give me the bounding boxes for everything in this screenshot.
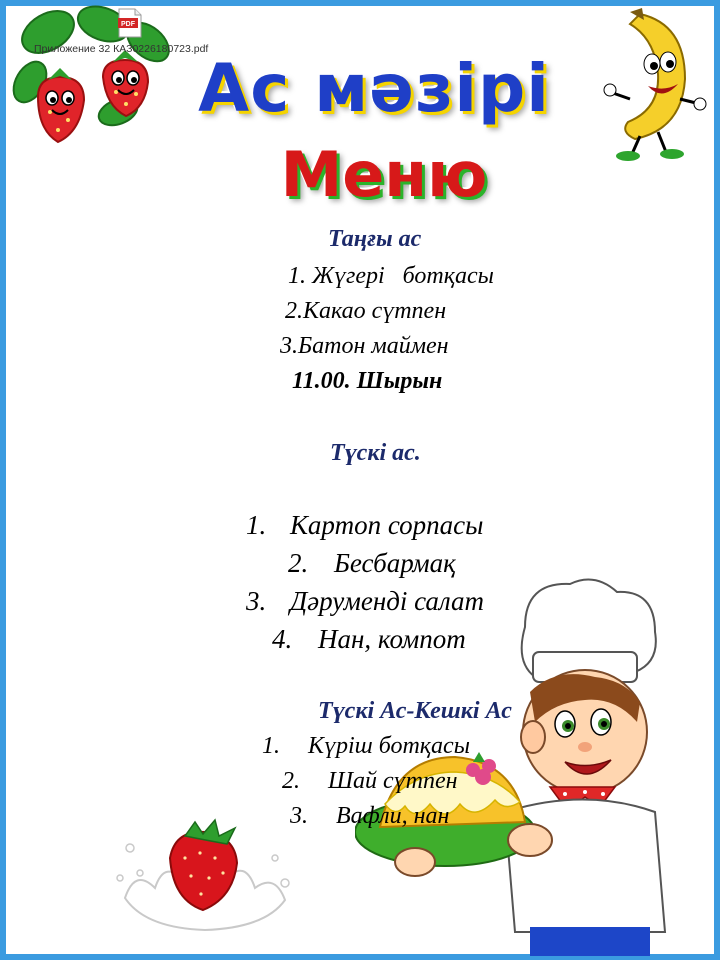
- svg-text:PDF: PDF: [121, 21, 135, 28]
- title-kazakh: Ас мәзірі: [198, 50, 550, 127]
- lunch-item: 4. Нан, компот: [272, 624, 466, 654]
- afternoon-item: 1. Күріш ботқасы: [262, 733, 470, 759]
- lunch-heading: Түскі ас.: [330, 440, 421, 466]
- afternoon-item: 2. Шай сүтпен: [282, 768, 458, 794]
- afternoon-item: 3. Вафли, нан: [290, 803, 450, 829]
- snack-line: 11.00. Шырын: [292, 368, 443, 394]
- pdf-file-name: Приложение 32 КАЗ0226180723.pdf: [34, 43, 209, 55]
- lunch-item: 3. Дәруменді салат: [246, 586, 485, 616]
- breakfast-item: 1. Жүгері ботқасы: [288, 263, 494, 289]
- title-russian: Меню: [280, 138, 488, 211]
- lunch-item: 1. Картоп сорпасы: [246, 510, 484, 540]
- pdf-file-icon: [118, 8, 142, 38]
- breakfast-item: 2.Какао сүтпен: [285, 298, 447, 324]
- breakfast-item: 3.Батон маймен: [280, 333, 449, 359]
- chef-boy-illustration: [355, 572, 685, 956]
- afternoon-heading: Түскі Ас-Кешкі Ас: [318, 698, 512, 724]
- breakfast-heading: Таңғы ас: [328, 226, 422, 252]
- lunch-item: 2. Бесбармақ: [288, 548, 456, 578]
- strawberry-splash-illustration: [115, 818, 295, 934]
